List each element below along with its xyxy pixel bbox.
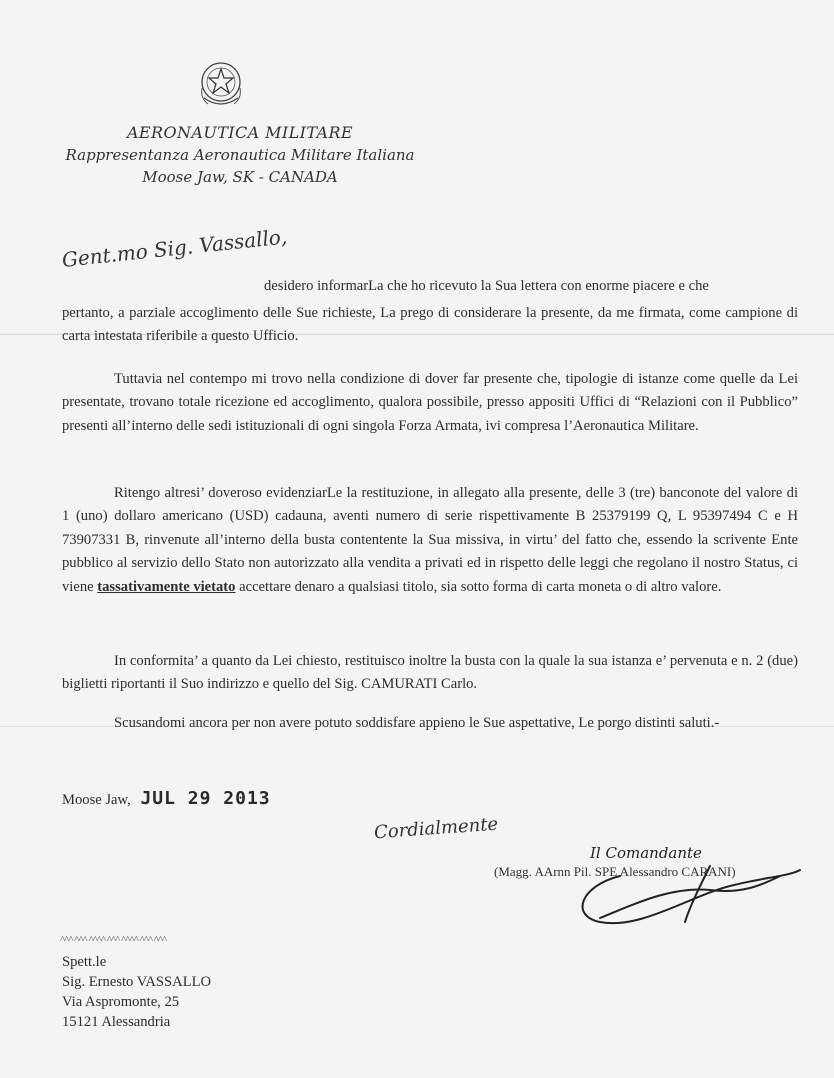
paragraph-4: In conformita’ a quanto da Lei chiesto, restituisco inoltre la busta con la quale la sua istanza e’ pervenuta e n. 2 (due) biglietti riportanti il Suo indirizzo e quello del Sig. CAMURATI Carlo. — [62, 653, 798, 693]
signature-icon — [560, 856, 810, 936]
place: Moose Jaw, — [62, 792, 131, 808]
recipient-name: Sig. Ernesto VASSALLO — [62, 974, 212, 990]
salutation: Gent.mo Sig. Vassallo, — [60, 224, 289, 272]
recipient-city: 15121 Alessandria — [62, 1014, 171, 1030]
recipient-street: Via Aspromonte, 25 — [62, 994, 180, 1010]
place-date — [62, 788, 271, 809]
emphasis-text: tassativamente vietato — [97, 578, 236, 595]
paragraph-1-first-line: desidero informarLa che ho ricevuto la Sua lettera con enorme piacere e che — [264, 278, 709, 294]
letterhead-org: AERONAUTICA MILITARE — [126, 123, 354, 142]
emblem-icon — [196, 58, 246, 114]
paragraph-5: Scusandomi ancora per non avere potuto soddisfare appieno le Sue aspettative, Le porgo distinti saluti.- — [114, 715, 720, 731]
decorative-line: ^^^ ^^^ ^^^^ ^^^ ^^^^ ^^^ ^^^ — [60, 934, 167, 946]
letterhead-office: Rappresentanza Aeronautica Militare Italiana — [65, 146, 415, 164]
letterhead-location: Moose Jaw, SK - CANADA — [142, 168, 338, 186]
closing: Cordialmente — [373, 813, 499, 844]
paragraph-1: pertanto, a parziale accoglimento delle Sue richieste, La prego di considerare la presente, da me firmata, come campione di carta intestata riferibile a questo Ufficio. — [62, 305, 798, 345]
paragraph-3 — [62, 482, 798, 599]
paragraph-3-end: accettare denaro a qualsiasi titolo, sia sotto forma di carta moneta o di altro valore. — [239, 578, 722, 595]
signatory-name: (Magg. AArnn Pil. SPE Alessandro CARANI) — [494, 864, 736, 879]
date-stamp: JUL 29 2013 — [140, 788, 271, 809]
letterhead — [50, 122, 430, 188]
signatory-title: Il Comandante — [590, 844, 702, 862]
recipient-prefix: Spett.le — [62, 954, 107, 970]
recipient-address — [62, 952, 211, 1032]
paragraph-2: Tuttavia nel contempo mi trovo nella condizione di dover far presente che, tipologie di istanze come quelle da Lei presentate, trovano totale ricezione ed accoglimento, qualora possibile, presso appositi Uffici di “Relazioni con il Pubblico” presenti all’interno delle sedi istituzionali di ogni singola Forza Armata, ivi compresa l’Aeronautica Militare. — [62, 371, 798, 434]
paragraph-3-text: Ritengo altresi’ doveroso evidenziarLe la restituzione, in allegato alla presente, delle 3 (tre) banconote del valore di 1 (uno) dollaro americano (USD) cadauna, aventi numero di serie rispettivamente B 25379199 Q, L 95397494 C e H 73907331 B, rinvenute all’interno della busta contentente la Sua missiva, in virtu’ del fatto che, essendo la scrivente Ente pubblico al servizio dello Stato non autorizzato alla vendita a privati ed in rispetto delle leggi che regolano il nostro Status, ci viene — [62, 485, 798, 595]
